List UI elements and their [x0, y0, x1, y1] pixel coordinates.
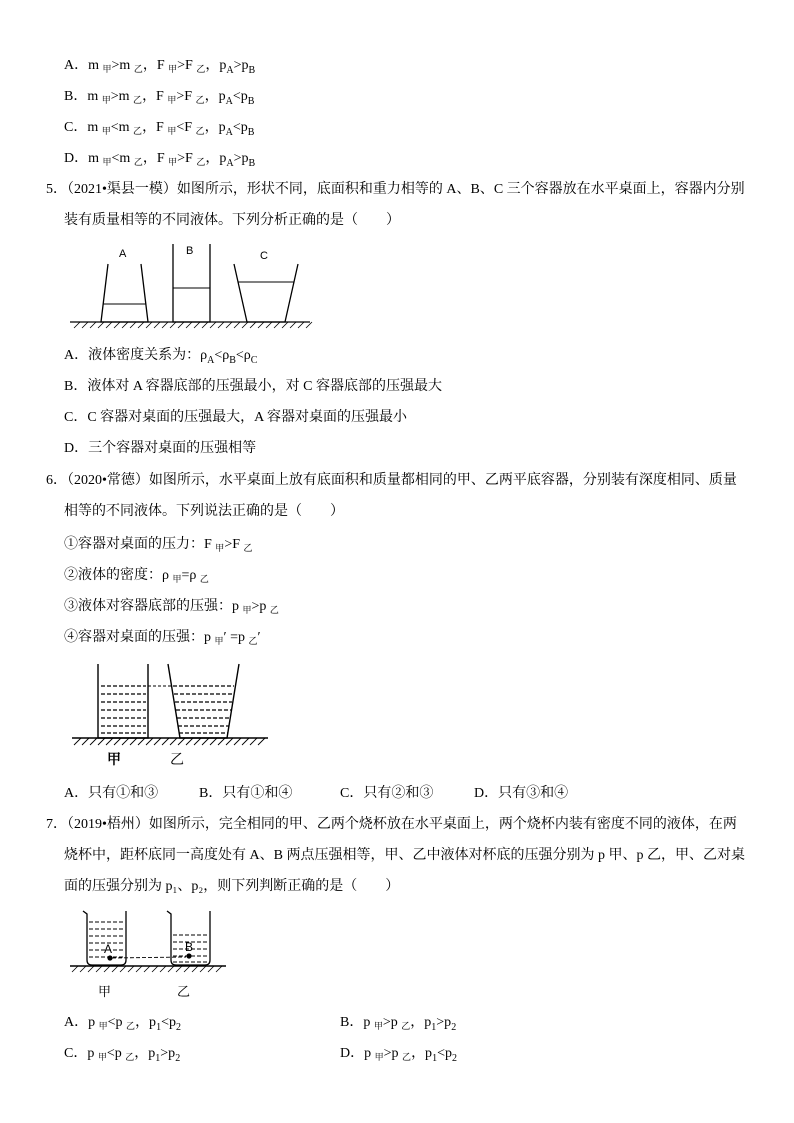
q6-stem-line1: 6．（2020•常德）如图所示，水平桌面上放有底面积和质量都相同的甲、乙两平底容器，分别装有深度相同、质量	[46, 473, 737, 488]
q6-stem-line2: 相等的不同液体。下列说法正确的是（ ）	[64, 504, 344, 519]
q7-option-a: A．p $_甲$<p $_乙$，$p_1<p_2$	[64, 1015, 181, 1033]
q7-stem-line3: 面的压强分别为 p₁、p₂，则下列判断正确的是（ ）	[64, 879, 400, 894]
q6-statement-4: ④容器对桌面的压强：p $_甲$′ =p $_乙$′	[64, 630, 261, 646]
label-a: A	[119, 248, 127, 260]
label-point-a: A	[104, 942, 113, 956]
q5-option-b: B．液体对 A 容器底部的压强最小，对 C 容器底部的压强最大	[64, 379, 443, 394]
q5-option-a: A．液体密度关系为：$\rho_A<\rho_B<\rho_C$	[64, 348, 258, 366]
q5-option-c: C．C 容器对桌面的压强最大，A 容器对桌面的压强最小	[64, 410, 408, 425]
q7-figure-beakers	[66, 908, 236, 1002]
beaker-jia	[83, 911, 126, 965]
q6-option-d: D．只有③和④	[474, 786, 569, 801]
q4-option-b: B．m $_甲$>m $_乙$，F $_甲$>F $_乙$，$p_A<p_B$	[64, 89, 255, 107]
q6-figure-containers	[70, 660, 270, 772]
q5-stem-line2: 装有质量相等的不同液体。下列分析正确的是（ ）	[64, 213, 400, 228]
q7-option-d: D．p $_甲$>p $_乙$，$p_1<p_2$	[340, 1046, 457, 1064]
q6-statement-3: ③液体对容器底部的压强：p $_甲$>p $_乙$	[64, 599, 279, 615]
q6-statement-1: ①容器对桌面的压力：F $_甲$>F $_乙$	[64, 537, 253, 553]
label-b: B	[186, 245, 194, 257]
label-yi: 乙	[177, 984, 191, 999]
container-a	[101, 264, 148, 322]
q7-option-b: B．p $_甲$>p $_乙$，$p_1>p_2$	[340, 1015, 457, 1033]
q4-option-d: D．m $_甲$<m $_乙$，F $_甲$>F $_乙$，$p_A>p_B$	[64, 151, 256, 169]
q7-stem-line1: 7．（2019•梧州）如图所示，完全相同的甲、乙两个烧杯放在水平桌面上，两个烧杯内装有密度不同的液体，在两	[46, 817, 737, 832]
q5-figure-containers	[66, 240, 316, 332]
q6-option-c: C．只有②和③	[340, 786, 434, 801]
q4-option-a: A．m $_甲$>m $_乙$，F $_甲$>F $_乙$，$p_A>p_B$	[64, 58, 256, 76]
q6-option-b: B．只有①和④	[199, 786, 293, 801]
q7-stem-line2: 烧杯中，距杯底同一高度处有 A、B 两点压强相等，甲、乙中液体对杯底的压强分别为 p 甲、p 乙，甲、乙对桌	[64, 848, 745, 863]
label-c: C	[260, 250, 268, 262]
q6-statement-2: ②液体的密度：ρ $_甲$=ρ $_乙$	[64, 568, 209, 584]
q4-option-c: C．m $_甲$<m $_乙$，F $_甲$<F $_乙$，$p_A<p_B$	[64, 120, 255, 138]
q5-option-d: D．三个容器对桌面的压强相等	[64, 441, 257, 456]
container-jia	[98, 664, 148, 738]
q7-option-c: C．p $_甲$<p $_乙$，$p_1>p_2$	[64, 1046, 181, 1064]
container-yi	[168, 664, 239, 738]
label-jia: 甲	[98, 984, 112, 999]
label-point-b: B	[185, 940, 194, 954]
q6-option-a: A．只有①和③	[64, 786, 159, 801]
label-jia: 甲	[107, 751, 121, 767]
container-c	[234, 264, 298, 322]
q5-stem-line1: 5．（2021•渠县一模）如图所示，形状不同，底面积和重力相等的 A、B、C 三个容器放在水平桌面上，容器内分别	[46, 182, 745, 197]
label-yi: 乙	[170, 751, 184, 767]
